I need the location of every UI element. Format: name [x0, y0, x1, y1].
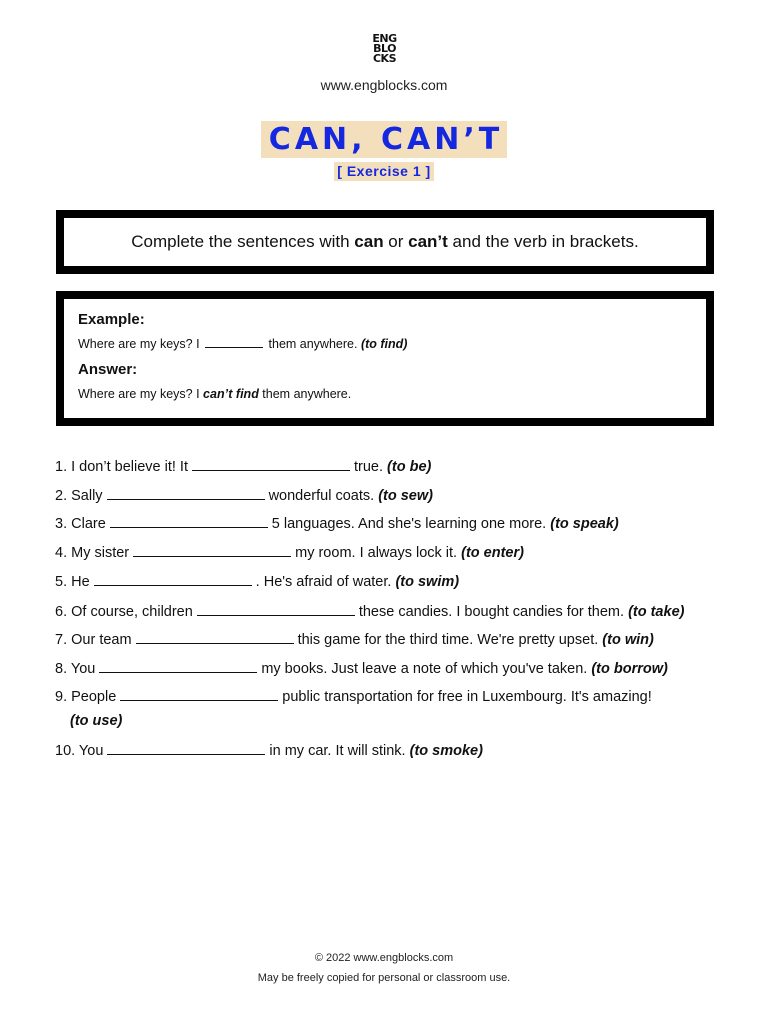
question-text-after: 5 languages. And she's learning one more. — [271, 516, 547, 532]
question-4 — [55, 544, 524, 561]
question-1 — [55, 458, 431, 475]
verb-hint: (to take) — [628, 604, 685, 620]
subtitle-wrap — [0, 162, 768, 181]
question-text-after: these candies. I bought candies for them. — [358, 604, 625, 620]
logo-line-3: CKS — [372, 52, 397, 65]
instruction-middle: or — [383, 232, 409, 251]
example-after: them anywhere. — [265, 337, 361, 351]
verb-hint: (to use) — [70, 713, 123, 729]
question-text-after: . He's afraid of water. — [255, 574, 392, 590]
question-text-after: my room. I always lock it. — [295, 545, 458, 561]
title-wrap — [0, 121, 768, 158]
question-6 — [55, 603, 684, 620]
example-box — [56, 291, 714, 426]
answer-blank[interactable] — [110, 515, 268, 528]
question-3 — [55, 515, 619, 532]
worksheet-subtitle: [ Exercise 1 ] — [334, 162, 433, 181]
question-5 — [55, 573, 459, 590]
question-text-before: 3. Clare — [55, 516, 106, 532]
question-text-before: 6. Of course, children — [55, 604, 193, 620]
question-text-before: 9. People — [55, 689, 117, 705]
verb-hint: (to win) — [602, 632, 654, 648]
question-9-hint-line — [70, 713, 122, 729]
answer-blank[interactable] — [136, 631, 294, 644]
question-7 — [55, 631, 654, 648]
question-text-before: 8. You — [55, 661, 96, 677]
question-text-after: public transportation for free in Luxembourg. It's amazing! — [282, 689, 652, 705]
answer-bold: can’t find — [203, 387, 259, 401]
verb-hint: (to enter) — [461, 545, 524, 561]
question-text-after: my books. Just leave a note of which you've taken. — [261, 661, 588, 677]
verb-hint: (to speak) — [550, 516, 619, 532]
question-text-after: wonderful coats. — [268, 488, 375, 504]
instruction-word-cant: can’t — [408, 232, 448, 251]
instruction-after: and the verb in brackets. — [447, 232, 639, 251]
answer-sentence — [78, 387, 351, 401]
example-hint: (to find) — [360, 337, 408, 351]
verb-hint: (to sew) — [378, 488, 433, 504]
answer-blank[interactable] — [99, 660, 257, 673]
instruction-box — [56, 210, 714, 274]
question-2 — [55, 487, 433, 504]
question-text-before: 2. Sally — [55, 488, 103, 504]
instruction-word-can: can — [354, 232, 384, 251]
question-9 — [55, 688, 652, 705]
answer-blank[interactable] — [192, 458, 350, 471]
footer-license: May be freely copied for personal or classroom use. — [257, 972, 511, 984]
instruction-text — [131, 232, 638, 252]
logo-line-2: BLO — [373, 42, 396, 55]
example-before: Where are my keys? I — [78, 337, 204, 351]
verb-hint: (to smoke) — [409, 743, 483, 759]
answer-before: Where are my keys? I — [78, 387, 204, 401]
example-blank — [205, 337, 263, 348]
question-text-before: 5. He — [55, 574, 90, 590]
answer-blank[interactable] — [133, 544, 291, 557]
question-text-before: 1. I don’t believe it! It — [55, 459, 188, 475]
question-text-before: 10. You — [55, 743, 104, 759]
verb-hint: (to be) — [387, 459, 432, 475]
site-url[interactable]: www.engblocks.com — [320, 77, 448, 93]
worksheet-title: CAN, CAN’T — [261, 121, 507, 158]
question-10 — [55, 742, 483, 759]
logo-line-1: ENG — [372, 32, 397, 45]
verb-hint: (to borrow) — [591, 661, 668, 677]
question-text-before: 7. Our team — [55, 632, 132, 648]
answer-blank[interactable] — [94, 573, 252, 586]
example-sentence — [78, 337, 407, 351]
answer-blank[interactable] — [197, 603, 355, 616]
example-label: Example: — [78, 311, 145, 328]
instruction-before: Complete the sentences with — [131, 232, 355, 251]
question-text-after: true. — [354, 459, 384, 475]
answer-blank[interactable] — [120, 688, 278, 701]
question-text-after: in my car. It will stink. — [269, 743, 406, 759]
question-8 — [55, 660, 668, 677]
answer-after: them anywhere. — [258, 387, 352, 401]
answer-blank[interactable] — [107, 742, 265, 755]
answer-blank[interactable] — [107, 487, 265, 500]
question-text-after: this game for the third time. We're pretty upset. — [297, 632, 599, 648]
answer-label: Answer: — [78, 361, 138, 378]
question-text-before: 4. My sister — [55, 545, 130, 561]
verb-hint: (to swim) — [395, 574, 460, 590]
engblocks-logo — [369, 34, 400, 64]
footer-copyright: © 2022 www.engblocks.com — [314, 952, 454, 964]
